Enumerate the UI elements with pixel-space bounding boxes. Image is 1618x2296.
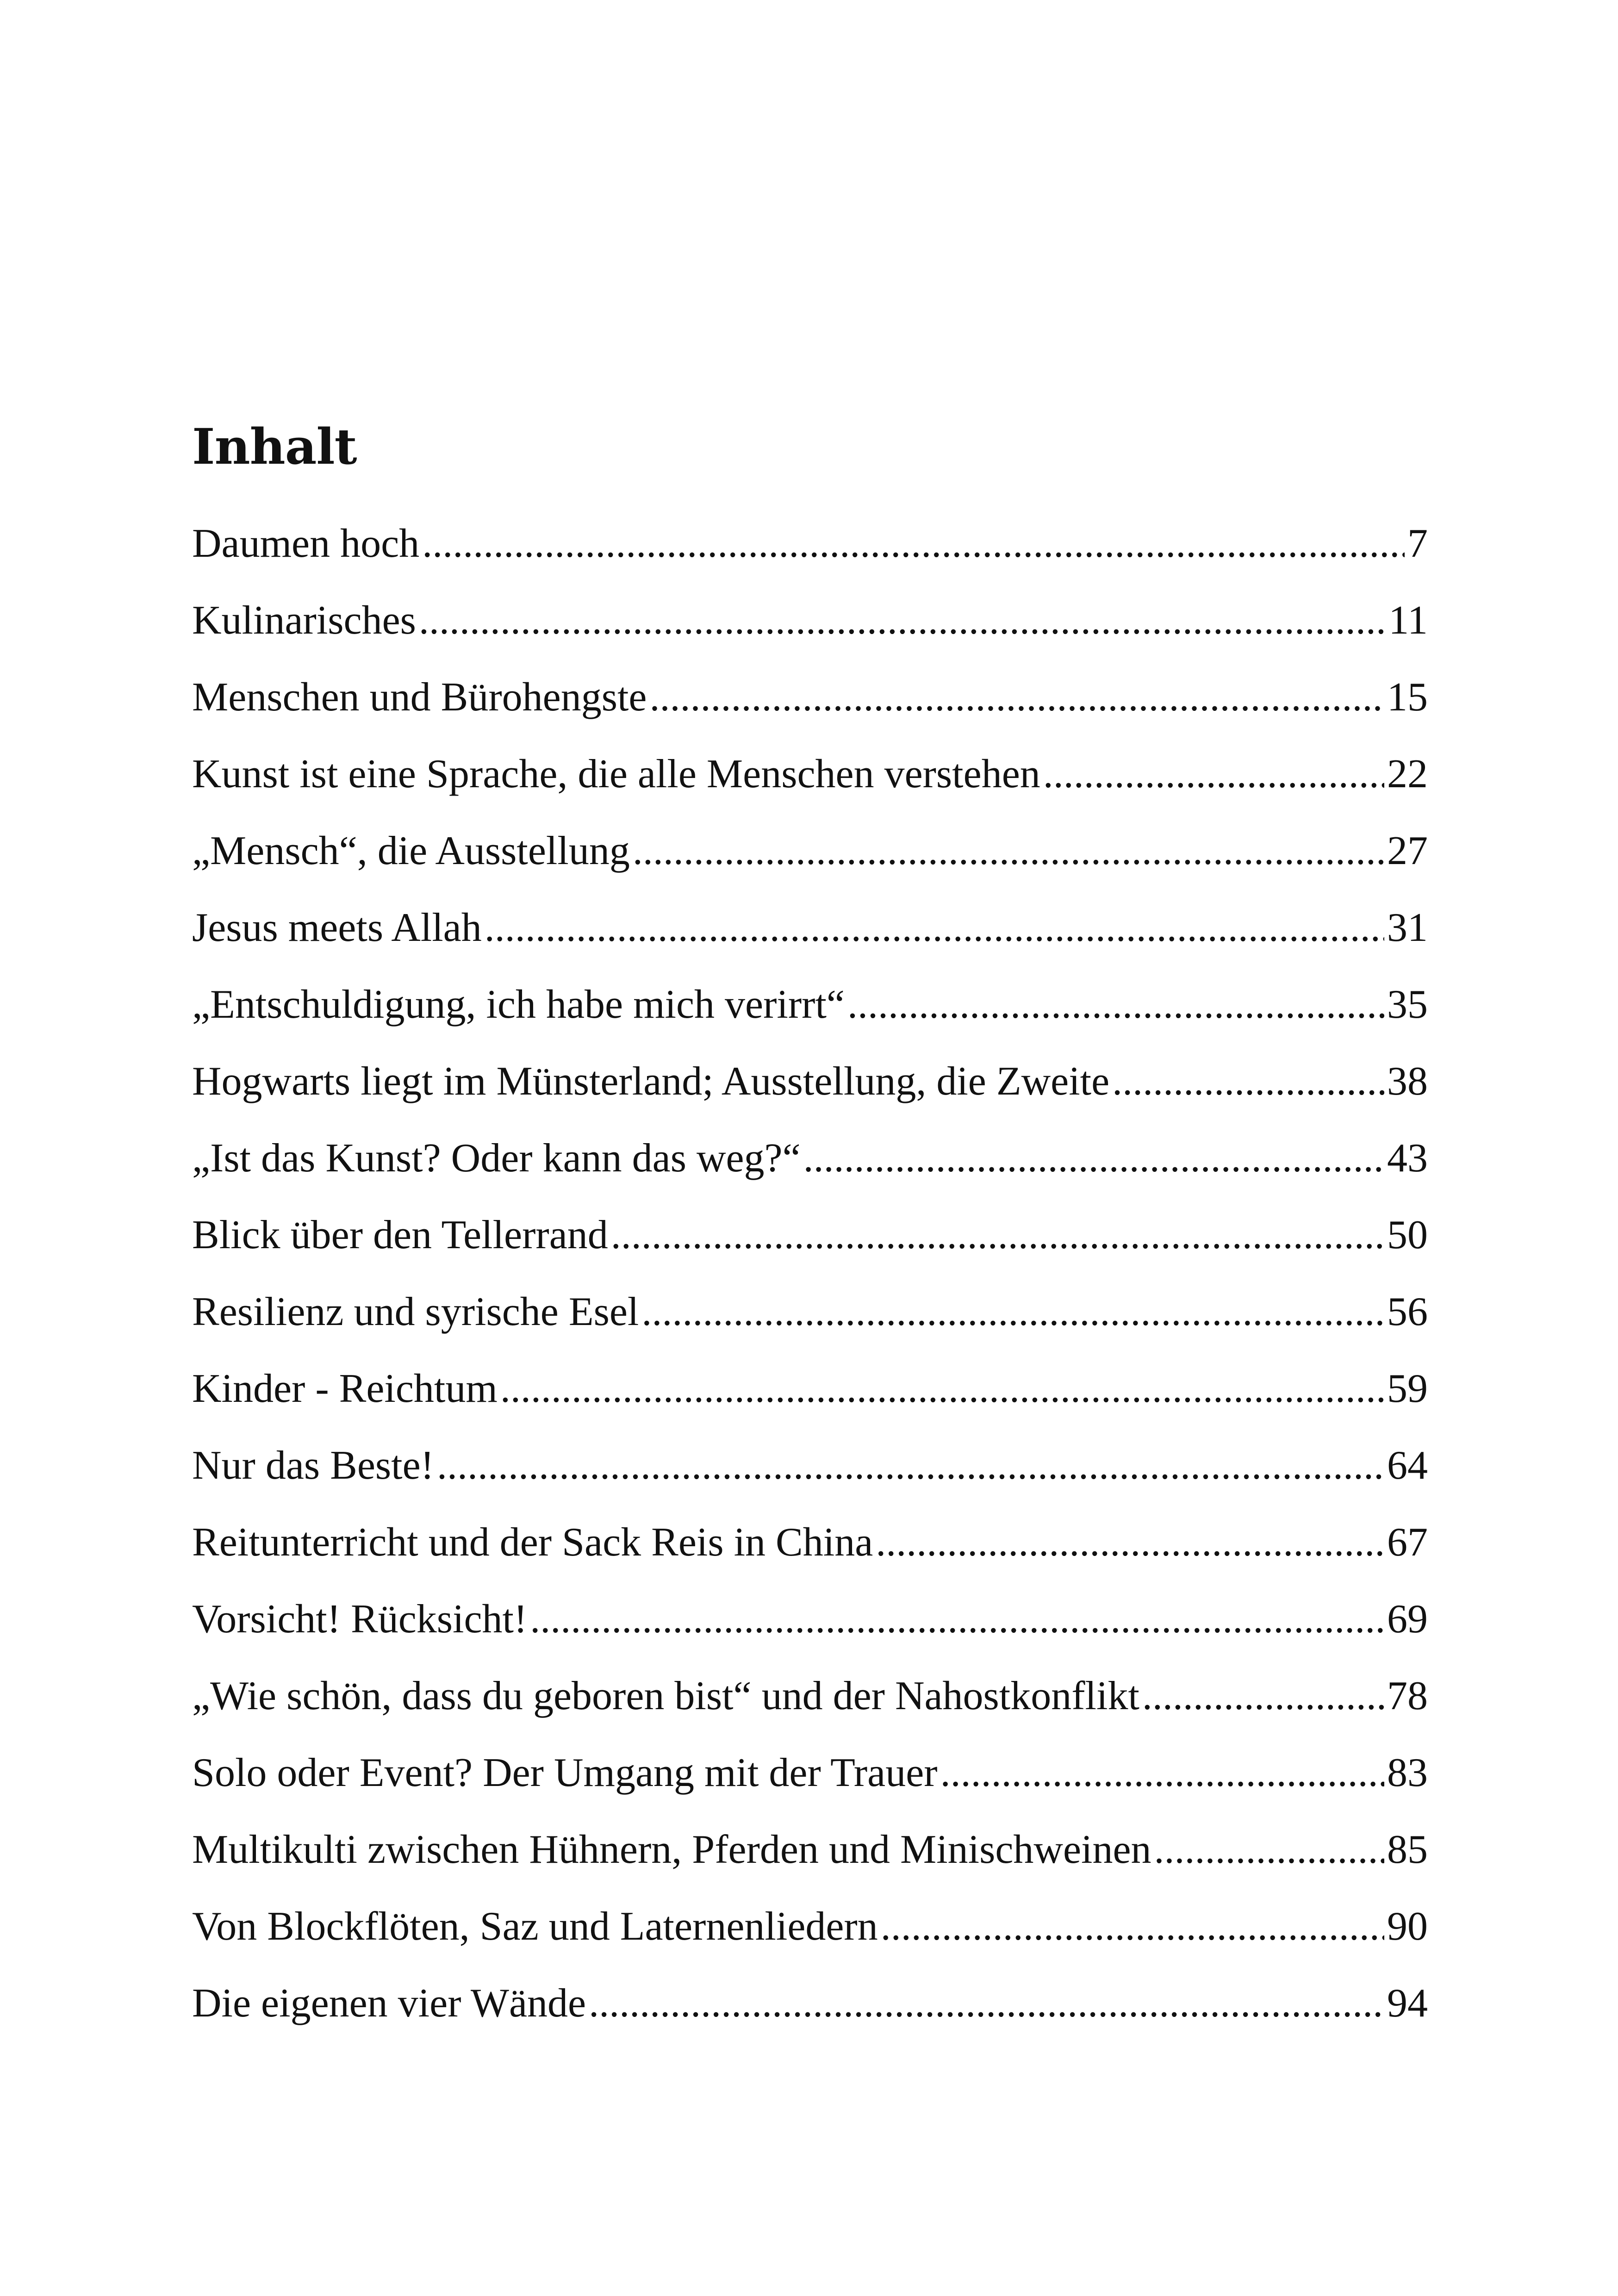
table-of-contents — [192, 511, 1428, 2048]
toc-dot-leader — [530, 1587, 1384, 1652]
toc-entry-page-number: 31 — [1387, 905, 1428, 950]
toc-entry — [192, 1126, 1428, 1203]
toc-entry-title: Von Blockflöten, Saz und Laternenliedern — [192, 1904, 878, 1949]
toc-dot-leader — [881, 1894, 1384, 1959]
toc-dot-leader — [633, 819, 1384, 884]
toc-entry — [192, 1049, 1428, 1126]
toc-entry — [192, 1433, 1428, 1510]
toc-entry — [192, 1971, 1428, 2048]
toc-entry-title: Hogwarts liegt im Münsterland; Ausstellung, die Zweite — [192, 1059, 1110, 1104]
toc-entry-page-number: 50 — [1387, 1213, 1428, 1257]
toc-entry-title: „Entschuldigung, ich habe mich verirrt“ — [192, 982, 845, 1027]
toc-entry-title: Menschen und Bürohengste — [192, 675, 647, 720]
toc-entry-title: Solo oder Event? Der Umgang mit der Trauer — [192, 1750, 938, 1795]
toc-entry-page-number: 7 — [1407, 521, 1428, 566]
toc-entry-title: „Ist das Kunst? Oder kann das weg?“ — [192, 1136, 801, 1181]
toc-entry-title: Kinder - Reichtum — [192, 1366, 498, 1411]
toc-entry — [192, 1741, 1428, 1817]
toc-entry-page-number: 85 — [1387, 1827, 1428, 1872]
toc-entry — [192, 1356, 1428, 1433]
toc-dot-leader — [1112, 1049, 1384, 1114]
toc-entry-title: Multikulti zwischen Hühnern, Pferden und Minischweinen — [192, 1827, 1151, 1872]
toc-entry-title: Kulinarisches — [192, 598, 416, 643]
toc-dot-leader — [641, 1280, 1384, 1344]
toc-dot-leader — [437, 1433, 1384, 1498]
toc-entry-page-number: 15 — [1387, 675, 1428, 720]
toc-entry-title: Daumen hoch — [192, 521, 420, 566]
toc-entry — [192, 1280, 1428, 1356]
toc-dot-leader — [419, 588, 1386, 653]
toc-dot-leader — [589, 1971, 1384, 2036]
toc-entry-page-number: 67 — [1387, 1520, 1428, 1565]
toc-entry — [192, 1894, 1428, 1971]
toc-entry-title: Nur das Beste! — [192, 1443, 434, 1488]
toc-entry-page-number: 83 — [1387, 1750, 1428, 1795]
toc-entry — [192, 742, 1428, 819]
toc-entry-page-number: 56 — [1387, 1289, 1428, 1334]
toc-heading: Inhalt — [192, 417, 357, 475]
toc-dot-leader — [485, 896, 1384, 960]
toc-dot-leader — [500, 1356, 1384, 1421]
toc-entry-page-number: 94 — [1387, 1981, 1428, 2026]
toc-entry — [192, 511, 1428, 588]
toc-entry — [192, 1664, 1428, 1741]
toc-dot-leader — [847, 972, 1384, 1037]
toc-entry-page-number: 35 — [1387, 982, 1428, 1027]
toc-entry — [192, 819, 1428, 896]
toc-entry-page-number: 43 — [1387, 1136, 1428, 1181]
toc-entry — [192, 1587, 1428, 1664]
toc-entry-title: Jesus meets Allah — [192, 905, 482, 950]
toc-dot-leader — [611, 1203, 1384, 1268]
toc-entry — [192, 896, 1428, 972]
toc-entry-title: „Mensch“, die Ausstellung — [192, 828, 630, 873]
toc-entry-page-number: 90 — [1387, 1904, 1428, 1949]
toc-entry-page-number: 38 — [1387, 1059, 1428, 1104]
toc-dot-leader — [803, 1126, 1384, 1191]
toc-entry-page-number: 11 — [1388, 598, 1428, 643]
toc-entry-title: Die eigenen vier Wände — [192, 1981, 586, 2026]
toc-entry-title: „Wie schön, dass du geboren bist“ und der Nahostkonflikt — [192, 1674, 1139, 1718]
toc-entry-title: Kunst ist eine Sprache, die alle Menschen verstehen — [192, 752, 1040, 796]
toc-dot-leader — [876, 1510, 1384, 1575]
toc-entry — [192, 665, 1428, 742]
toc-entry-title: Reitunterricht und der Sack Reis in China — [192, 1520, 873, 1565]
toc-entry-page-number: 22 — [1387, 752, 1428, 796]
toc-dot-leader — [649, 665, 1384, 730]
toc-entry — [192, 1817, 1428, 1894]
toc-dot-leader — [1154, 1817, 1384, 1882]
toc-entry — [192, 972, 1428, 1049]
toc-entry-page-number: 64 — [1387, 1443, 1428, 1488]
toc-dot-leader — [1043, 742, 1384, 807]
toc-dot-leader — [940, 1741, 1384, 1805]
toc-entry-title: Vorsicht! Rücksicht! — [192, 1597, 528, 1642]
toc-entry-title: Resilienz und syrische Esel — [192, 1289, 639, 1334]
toc-entry — [192, 1510, 1428, 1587]
toc-entry-page-number: 27 — [1387, 828, 1428, 873]
toc-entry-page-number: 59 — [1387, 1366, 1428, 1411]
toc-dot-leader — [422, 511, 1405, 576]
toc-entry — [192, 588, 1428, 665]
toc-entry-page-number: 69 — [1387, 1597, 1428, 1642]
toc-entry-title: Blick über den Tellerrand — [192, 1213, 608, 1257]
toc-entry-page-number: 78 — [1387, 1674, 1428, 1718]
toc-dot-leader — [1142, 1664, 1384, 1729]
toc-entry — [192, 1203, 1428, 1280]
